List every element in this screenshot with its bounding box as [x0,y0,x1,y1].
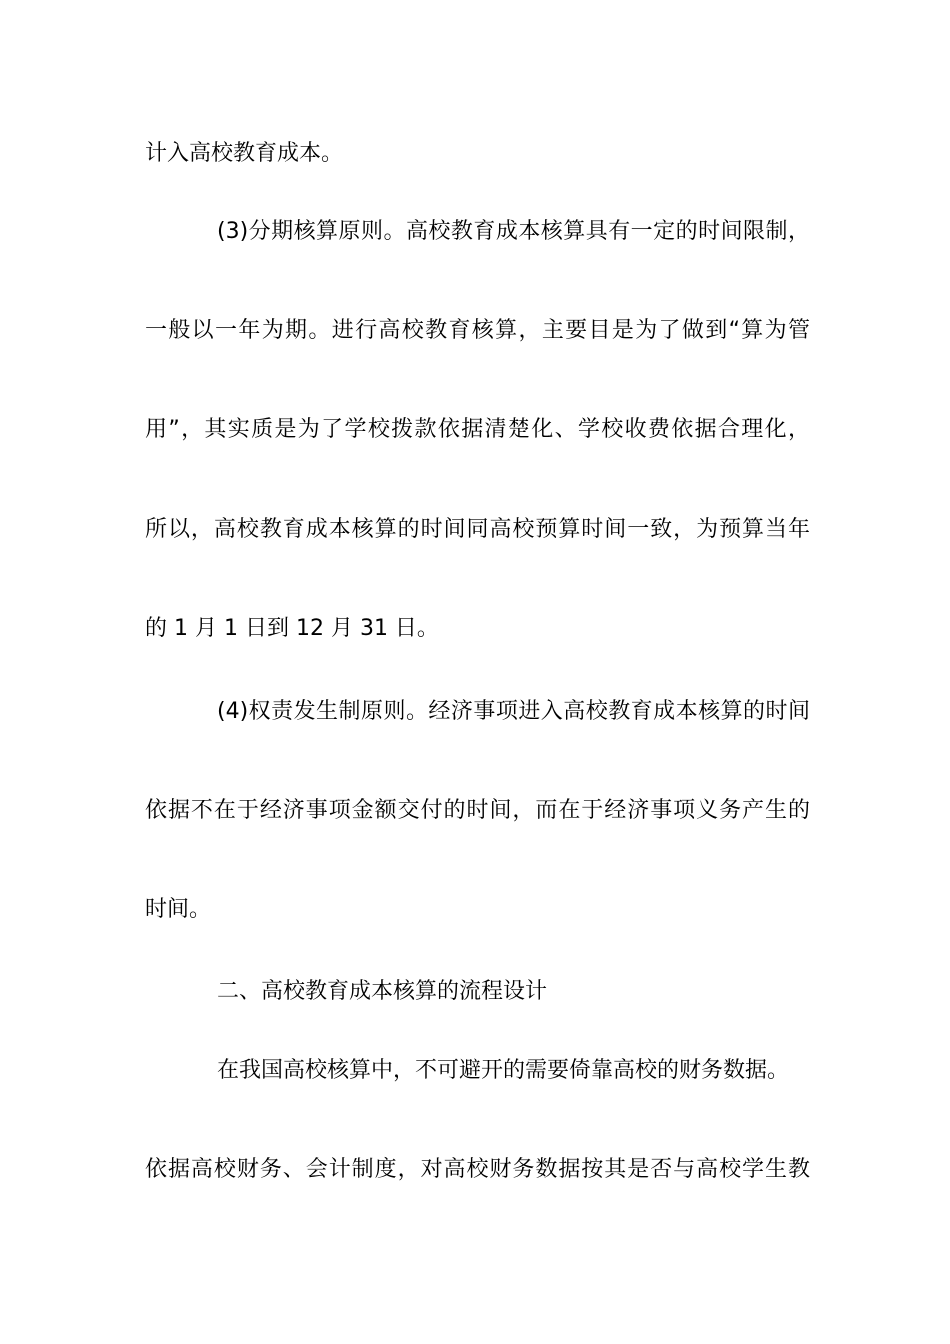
paragraph-line: (3)分期核算原则。高校教育成本核算具有一定的时间限制， [217,219,810,244]
section-heading: 二、高校教育成本核算的流程设计 [217,979,548,1004]
paragraph-line: 依据高校财务、会计制度，对高校财务数据按其是否与高校学生教 [145,1157,810,1182]
paragraph-line: 时间。 [145,897,212,922]
paragraph-line: 在我国高校核算中，不可避开的需要倚靠高校的财务数据。 [217,1058,790,1083]
paragraph-line: 的 1 月 1 日到 12 月 31 日。 [145,616,439,641]
paragraph-line: 依据不在于经济事项金额交付的时间，而在于经济事项义务产生的 [145,798,810,823]
paragraph-line: 所以，高校教育成本核算的时间同高校预算时间一致，为预算当年 [145,517,810,542]
paragraph-line: 计入高校教育成本。 [145,141,344,166]
paragraph-line: (4)权责发生制原则。经济事项进入高校教育成本核算的时间 [217,699,810,724]
paragraph-line: 一般以一年为期。进行高校教育核算，主要目是为了做到“算为管 [145,318,810,343]
paragraph-line: 用”，其实质是为了学校拨款依据清楚化、学校收费依据合理化， [145,417,810,442]
